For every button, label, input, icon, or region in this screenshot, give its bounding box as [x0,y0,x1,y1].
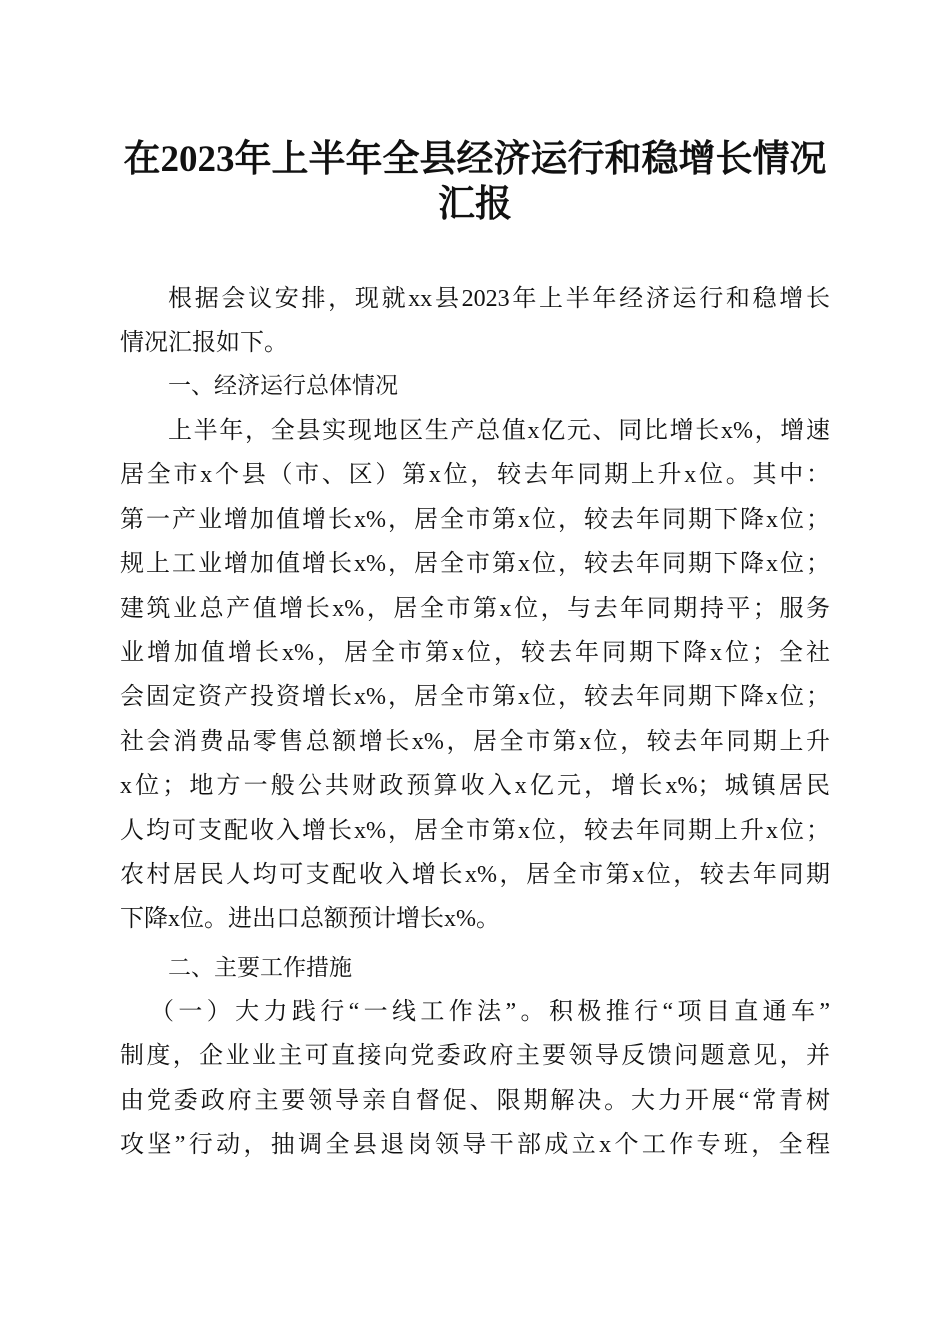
paragraph-line: 居全市x个县（市、区）第x位，较去年同期上升x位。其中： [120,462,830,489]
paragraph-line: 会固定资产投资增长x%，居全市第x位，较去年同期下降x位； [120,684,830,711]
intro-line: 根据会议安排，现就xx县2023年上半年经济运行和稳增长 [168,286,830,312]
paragraph-line: 第一产业增加值增长x%，居全市第x位，较去年同期下降x位； [120,506,830,533]
paragraph-line: 下降x位。进出口总额预计增长x%。 [120,906,500,933]
paragraph-line: 上半年，全县实现地区生产总值x亿元、同比增长x%，增速 [168,418,830,444]
intro-line: 情况汇报如下。 [120,330,288,356]
paragraph-line: 农村居民人均可支配收入增长x%，居全市第x位，较去年同期 [120,862,830,888]
paragraph-line: x位；地方一般公共财政预算收入x亿元，增长x%；城镇居民 [120,773,830,800]
paragraph-line: 攻坚”行动，抽调全县退岗领导干部成立x个工作专班，全程 [120,1132,830,1159]
paragraph-line: 制度，企业业主可直接向党委政府主要领导反馈问题意见，并 [120,1043,830,1070]
paragraph-line: 建筑业总产值增长x%，居全市第x位，与去年同期持平；服务 [120,595,830,622]
document-title-line-2: 汇报 [438,184,512,225]
paragraph-line: 业增加值增长x%，居全市第x位，较去年同期下降x位；全社 [120,640,830,666]
paragraph-line: （一）大力践行“一线工作法”。积极推行“项目直通车” [150,999,830,1025]
paragraph-line: 社会消费品零售总额增长x%，居全市第x位，较去年同期上升 [120,728,830,755]
section-heading-2: 二、主要工作措施 [168,955,352,981]
paragraph-line: 人均可支配收入增长x%，居全市第x位，较去年同期上升x位； [120,817,830,844]
paragraph-line: 由党委政府主要领导亲自督促、限期解决。大力开展“常青树 [120,1087,830,1114]
section-heading-1: 一、经济运行总体情况 [168,373,398,399]
document-title-line-1: 在2023年上半年全县经济运行和稳增长情况 [123,139,827,180]
paragraph-line: 规上工业增加值增长x%，居全市第x位，较去年同期下降x位； [120,551,830,578]
